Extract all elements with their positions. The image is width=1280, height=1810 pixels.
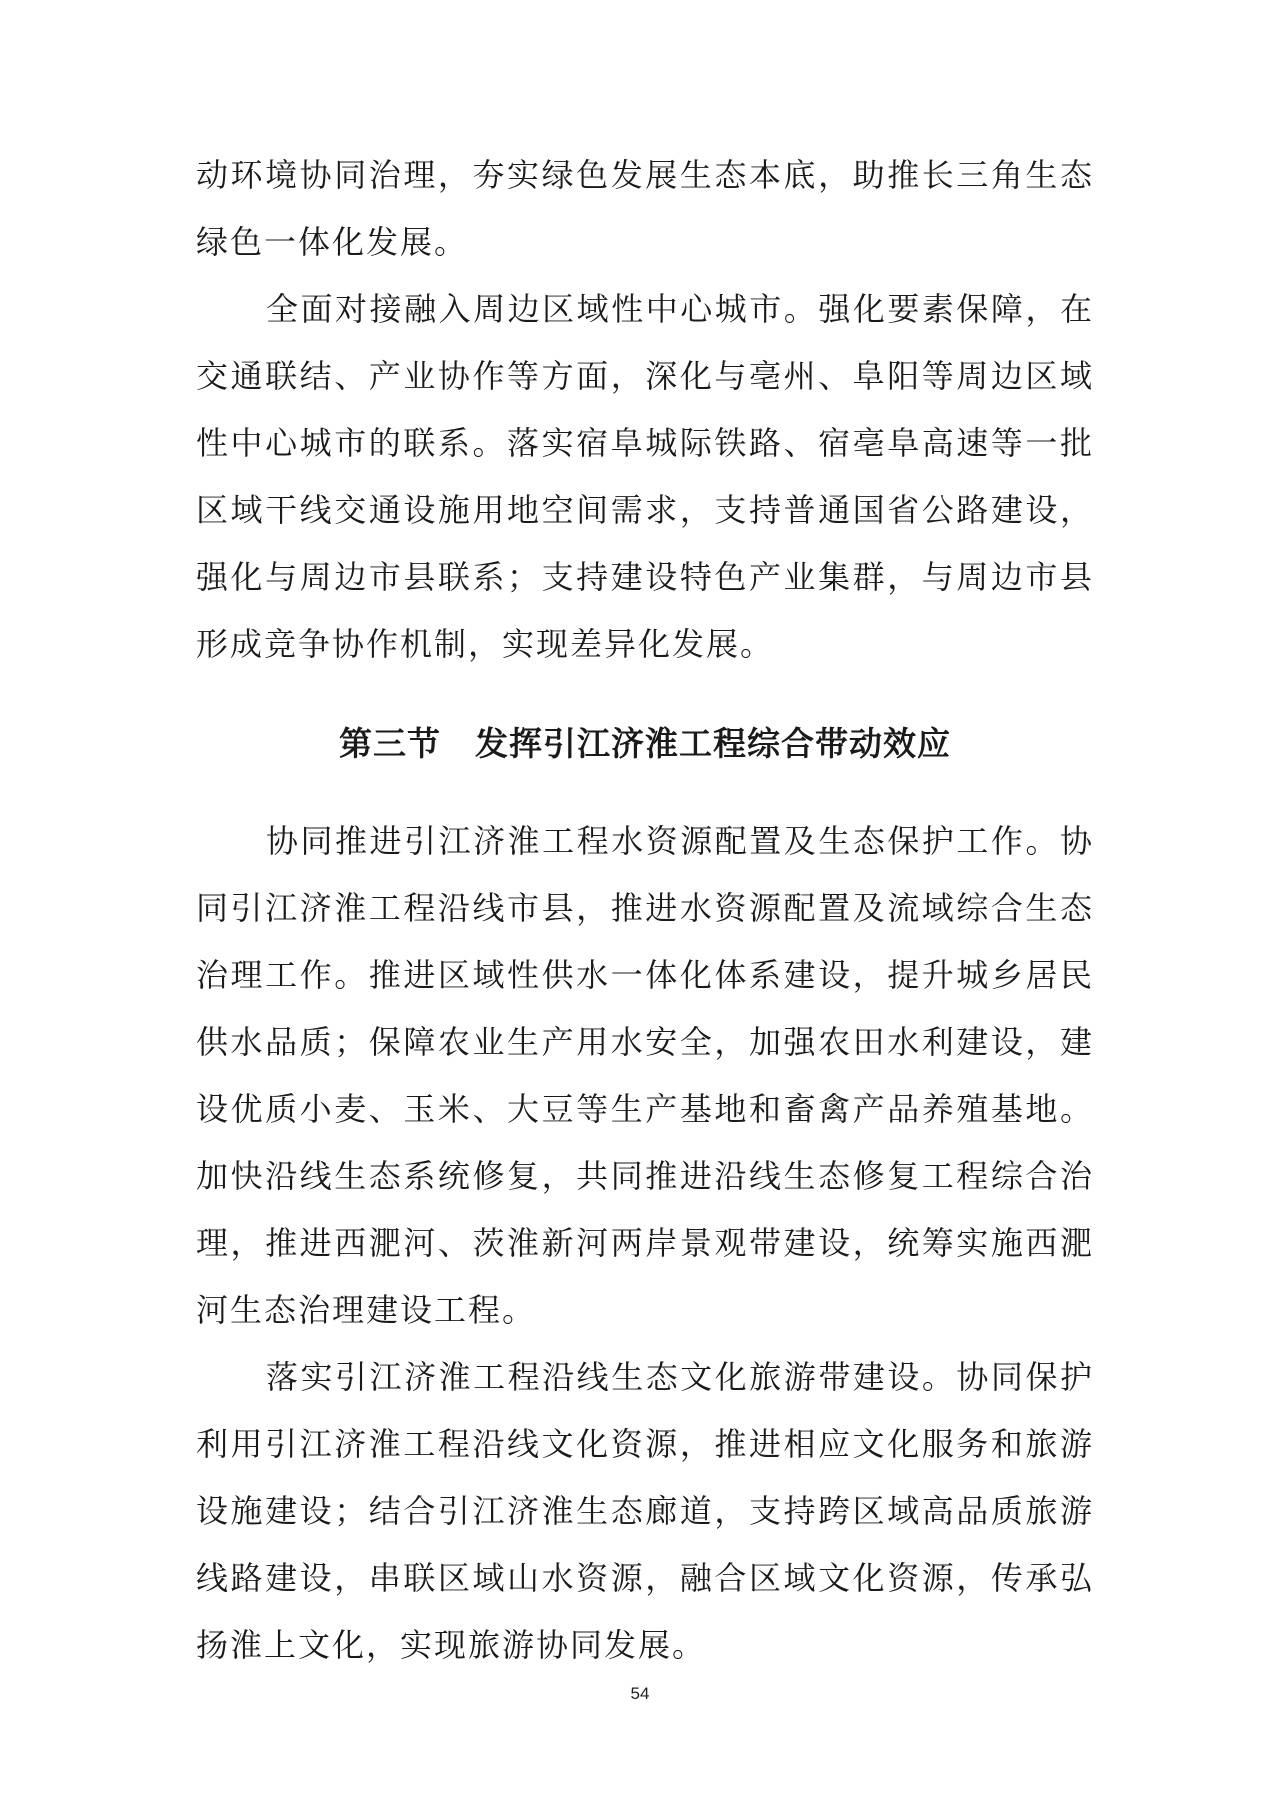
paragraph-water-resources [196, 808, 1094, 1344]
paragraph-body: 强化要素保障，在交通联结、产业协作等方面，深化与亳州、阜阳等周边区域性中心城市的联系。落实宿阜城际铁路、宿亳阜高速等一批区域干线交通设施用地空间需求，支持普通国省公路建设，强化与周边市县联系；支持建设特色产业集群，与周边市县形成竞争协作机制，实现差异化发展。 [196, 290, 1094, 663]
text-block-upper [196, 142, 1094, 678]
paragraph-continuation: 动环境协同治理，夯实绿色发展生态本底，助推长三角生态绿色一体化发展。 [196, 156, 1094, 261]
paragraph-regional-cities [196, 276, 1094, 678]
paragraph-lead-sentence: 协同推进引江济淮工程水资源配置及生态保护工作。 [266, 822, 1060, 860]
paragraph-body: 协同引江济淮工程沿线市县，推进水资源配置及流域综合生态治理工作。推进区域性供水一体化体系建设，提升城乡居民供水品质；保障农业生产用水安全，加强农田水利建设，建设优质小麦、玉米、大豆等生产基地和畜禽产品养殖基地。加快沿线生态系统修复，共同推进沿线生态修复工程综合治理，推进西淝河、茨淮新河两岸景观带建设，统筹实施西淝河生态治理建设工程。 [196, 822, 1094, 1329]
paragraph-tourism-belt [196, 1344, 1094, 1679]
paragraph-lead-sentence: 落实引江济淮工程沿线生态文化旅游带建设。 [266, 1358, 957, 1396]
page-number: 54 [630, 1684, 650, 1703]
section-heading: 第三节 发挥引江济淮工程综合带动效应 [339, 724, 951, 763]
paragraph-lead-sentence: 全面对接融入周边区域性中心城市。 [266, 290, 819, 328]
paragraph-body: 协同保护利用引江济淮工程沿线文化资源，推进相应文化服务和旅游设施建设；结合引江济淮生态廊道，支持跨区域高品质旅游线路建设，串联区域山水资源，融合区域文化资源，传承弘扬淮上文化，实现旅游协同发展。 [196, 1358, 1094, 1664]
text-block-lower [196, 808, 1094, 1679]
